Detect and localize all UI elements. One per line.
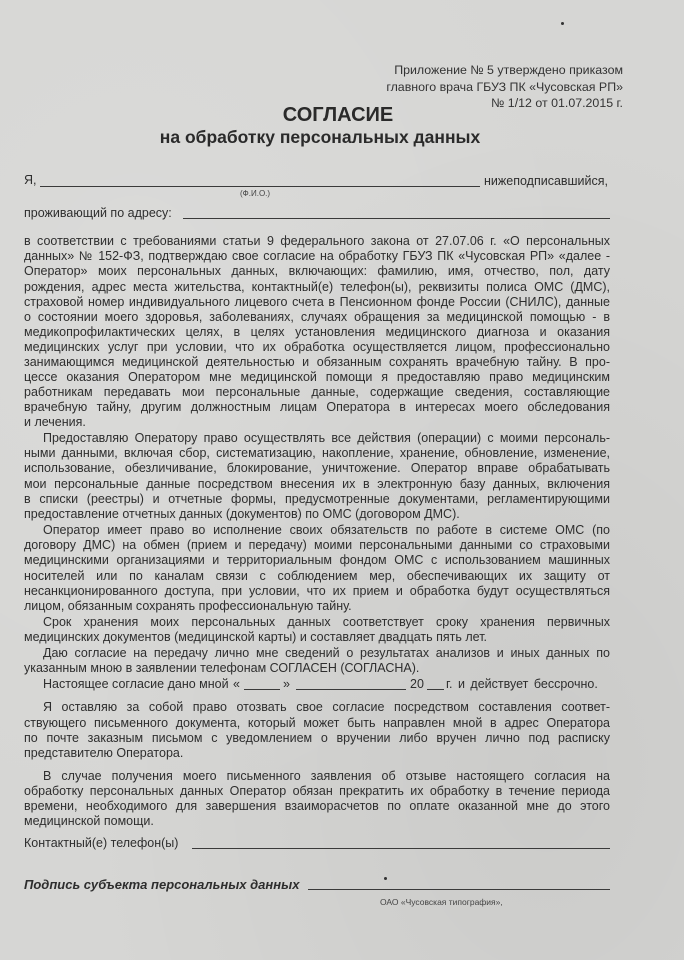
revoke-line: времени, необходимого для завершения взаиморасчетов по оплате оказанной мне до этого [24, 799, 610, 813]
body-line: страховой номер индивидуального лицевого счета в Пенсионном фонде России (СНИЛС), данные [24, 295, 610, 309]
approval-line: главного врача ГБУЗ ПК «Чусовская РП» [386, 79, 623, 94]
year-prefix: 20 [410, 677, 424, 691]
body-line: в списки (реестры) и отчетные формы, предусмотренные документами, регламентирующими [24, 492, 610, 506]
date-close-quote: » [283, 677, 290, 691]
paper-speck [561, 22, 564, 25]
approval-line: Приложение № 5 утверждено приказом [394, 63, 623, 77]
body-line: в соответствии с требованиями статьи 9 федерального закона от 27.07.06 г. «О персональных [24, 234, 610, 248]
name-caption: (Ф.И.О.) [240, 189, 271, 198]
revoke-line: медицинской помощи. [24, 814, 154, 828]
body-line: рождения, адрес места жительства, контактный(е) телефон(ы), реквизиты полиса ОМС (ДМС), [24, 280, 610, 294]
printer-imprint: ОАО «Чусовская типография», [380, 897, 503, 907]
address-field[interactable] [183, 218, 610, 219]
signature-label: Подпись субъекта персональных данных [24, 877, 300, 892]
revoke-line: представителю Оператора. [24, 746, 184, 760]
address-label: проживающий по адресу: [24, 206, 172, 220]
body-line: предоставление отчетных данных (документов) по ОМС (договором ДМС). [24, 507, 460, 521]
body-line: лицом, обязанным сохранять профессиональную тайну. [24, 599, 352, 613]
body-line: медицинских документов (медицинской карты) и составляет двадцать пять лет. [24, 630, 488, 644]
body-line: занимающимся медицинской деятельностью и обязанным сохранять врачебную тайну. В про- [24, 355, 610, 369]
ink-speck [384, 877, 387, 880]
body-line: указанным мною в заявлении телефонам СОГЛАСЕН (СОГЛАСНА). [24, 661, 420, 675]
year-field[interactable] [427, 689, 444, 690]
month-field[interactable] [296, 689, 406, 690]
revoke-line: обработку персональных данных Оператор обязан прекратить их обработку в течение периода [24, 784, 610, 798]
body-line: договору ДМС) на обмен (прием и передачу) моими персональными данными со страховыми [24, 538, 610, 552]
document-title: СОГЛАСИЕ [282, 104, 394, 126]
phone-label: Контактный(е) телефон(ы) [24, 836, 179, 850]
day-field[interactable] [244, 689, 280, 690]
body-line: о состоянии моего здоровья, заболеваниях, случаях обращения за медицинской помощью - в [24, 310, 610, 324]
date-prefix: Настоящее согласие дано мной [43, 677, 229, 691]
body-line: носителей или по каналам связи с соблюдением мер, обеспечивающих их защиту от [24, 569, 610, 583]
revoke-line: В случае получения моего письменного заявления об отзыве настоящего согласия на [43, 769, 610, 783]
body-line: Оператор» моих персональных данных, включающих: фамилию, имя, отчество, пол, дату [24, 264, 610, 278]
body-line: несанкционированного доступа, при условии, что их прием и обработка будут осуществляться [24, 584, 610, 598]
body-line: Даю согласие на передачу лично мне сведений о результатах анализов и иных данных по [43, 646, 610, 660]
body-line: Оператор имеет право во исполнение своих обязательств по работе в системе ОМС (по [43, 523, 610, 537]
revoke-line: ствующего письменного документа, который может быть направлен мной в адрес Оператора [24, 716, 610, 730]
signature-field[interactable] [308, 889, 610, 890]
approval-line: № 1/12 от 01.07.2015 г. [491, 96, 623, 110]
name-prefix: Я, [24, 173, 37, 187]
body-line: цессе оказания Оператором мне медицинской помощи я предоставляю право медицинским [24, 370, 610, 384]
document-subtitle: на обработку персональных данных [159, 127, 481, 147]
body-line: и лечения. [24, 415, 86, 429]
phone-field[interactable] [192, 848, 610, 849]
body-line: медикопрофилактических целях, в целях установления медицинского диагноза и оказания [24, 325, 610, 339]
body-line: врачебную тайну, другим должностным лицам Оператора в интересах моего обследования [24, 400, 610, 414]
body-line: Срок хранения моих персональных данных соответствует сроку хранения первичных [43, 615, 610, 629]
body-line: ными данными, включая сбор, систематизацию, накопление, хранение, обновление, изменение, [24, 446, 610, 460]
date-suffix: г. и действует бессрочно. [446, 677, 598, 691]
date-open-quote: « [233, 677, 240, 691]
body-line: мои персональные данные посредством внесения их в электронную базу данных, включения [24, 477, 610, 491]
body-line: Предоставляю Оператору право осуществлять все действия (операции) с моими персональ- [43, 431, 610, 445]
revoke-line: по почте заказным письмом с уведомлением о вручении либо вручен лично под расписку [24, 731, 610, 745]
body-line: использование, обезличивание, блокирование, уничтожение. Оператор вправе обрабатывать [24, 461, 610, 475]
name-suffix: нижеподписавшийся, [484, 174, 609, 188]
body-line: данных» № 152-ФЗ, подтверждаю свое согласие на обработку ГБУЗ ПК «Чусовская РП» «далее - [24, 249, 610, 263]
body-line: медицинскими организациями и территориальным фондом ОМС с использованием машинных [24, 553, 610, 567]
body-line: медицинских услуг при условии, что их обработка осуществляется лицом, профессионально [24, 340, 610, 354]
name-field[interactable] [40, 186, 480, 187]
revoke-line: Я оставляю за собой право отозвать свое согласие посредством составления соответ- [43, 700, 610, 714]
body-line: работникам передавать мои персональные данные, содержащие сведения, составляющие [24, 385, 610, 399]
